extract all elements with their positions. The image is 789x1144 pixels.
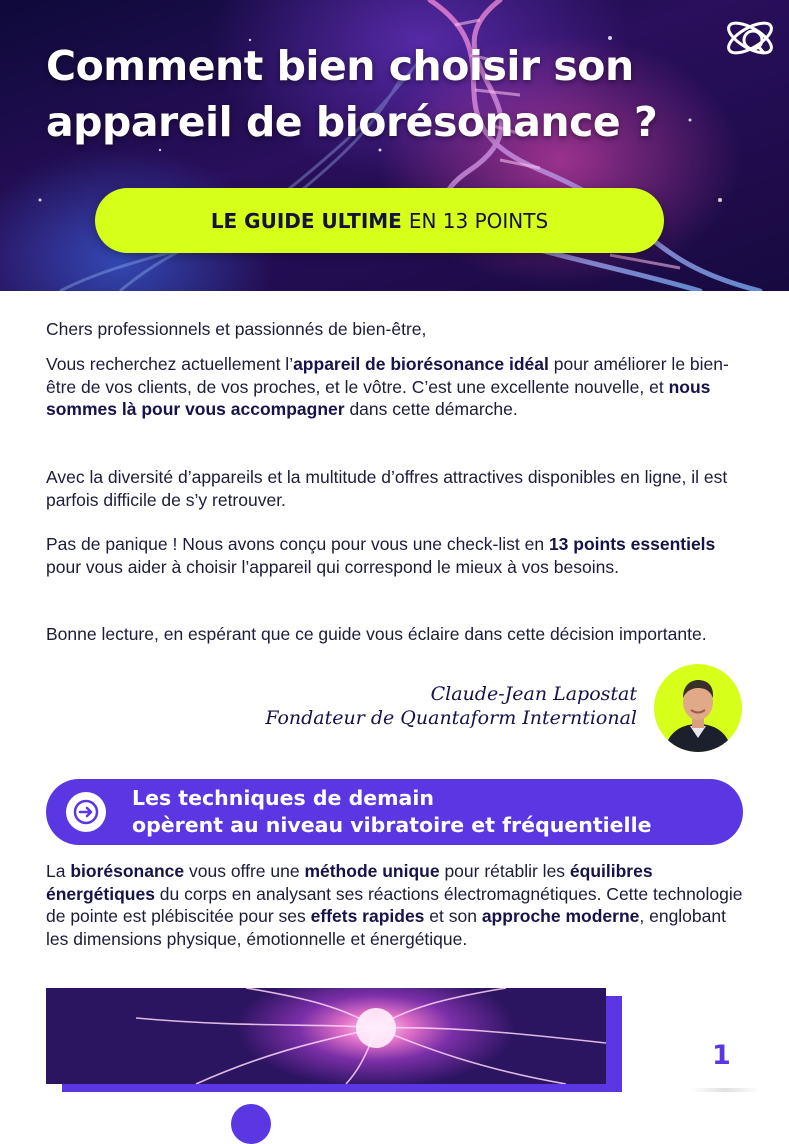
intro-paragraph-2: Avec la diversité d’appareils et la multitude d’offres attractives disponibles en ligne, il est parfois difficile de s’y retrouver. [46,467,728,510]
guide-badge-bold: LE GUIDE ULTIME [210,208,402,233]
text-run: dans cette démarche. [344,399,518,419]
bold-run: nous sommes là pour vous accompagner [46,376,711,419]
text-run: Pas de panique ! Nous avons conçu pour vous une check-list en [46,534,549,554]
bold-run: biorésonance [70,861,185,881]
intro-paragraph-4: Bonne lecture, en espérant que ce guide vous éclaire dans cette décision importante. [46,624,707,644]
page-number: 1 [712,1040,731,1071]
text-run: vous offre une [184,861,305,881]
text-run: Vous recherchez actuellement l’ [46,354,294,374]
text-run: , englobant les dimensions physique, émotionnelle et énergétique. [46,906,726,949]
intro-paragraph-3 [46,533,746,578]
signature-role: Fondateur de Quantaform Interntional [265,707,637,729]
text-run: du corps en analysant ses réactions électromagnétiques. Cette technologie de pointe est plébiscitée pour ses [46,883,743,926]
founder-portrait-illustration [654,664,742,752]
founder-avatar [654,664,742,752]
section-banner [46,779,743,845]
bold-run: approche moderne [481,906,640,926]
signature [265,682,637,730]
text-run: et son [424,906,482,926]
bold-run: équilibres énergétiques [46,861,653,904]
section-title [132,785,652,839]
page-title [46,38,726,150]
intro-paragraph-1 [46,353,746,421]
bold-run: appareil de biorésonance idéal [293,354,549,374]
signature-name: Claude-Jean Lapostat [430,683,637,705]
section-title-line-1: Les techniques de demain [132,786,434,810]
text-run: pour vous aider à choisir l’appareil qui correspond le mieux à vos besoins. [46,556,619,577]
plasma-ball-image [46,988,606,1084]
bold-run: méthode unique [304,861,440,881]
text-run: pour rétablir les [439,861,570,881]
quantaform-logo-icon [722,10,778,66]
guide-badge [95,188,664,253]
page-number-underline [690,1088,760,1092]
title-line-2: appareil de biorésonance ? [46,98,658,146]
section-title-line-2: opèrent au niveau vibratoire et fréquentielle [132,813,652,837]
title-line-1: Comment bien choisir son [46,42,634,90]
plasma-illustration [46,988,606,1084]
bold-run: 13 points essentiels [548,534,716,554]
section-paragraph [46,860,746,950]
bold-run: effets rapides [310,906,425,926]
greeting: Chers professionnels et passionnés de bien-être, [46,319,427,339]
guide-badge-rest: EN 13 POINTS [408,208,549,233]
arrow-right-icon [66,792,106,832]
text-run: La [46,861,71,881]
next-section-marker [231,1104,271,1144]
text-run: pour améliorer le bien-être de vos clients, de vos proches, et le vôtre. C’est une excellente nouvelle, et [46,354,729,397]
hero-banner [0,0,789,291]
